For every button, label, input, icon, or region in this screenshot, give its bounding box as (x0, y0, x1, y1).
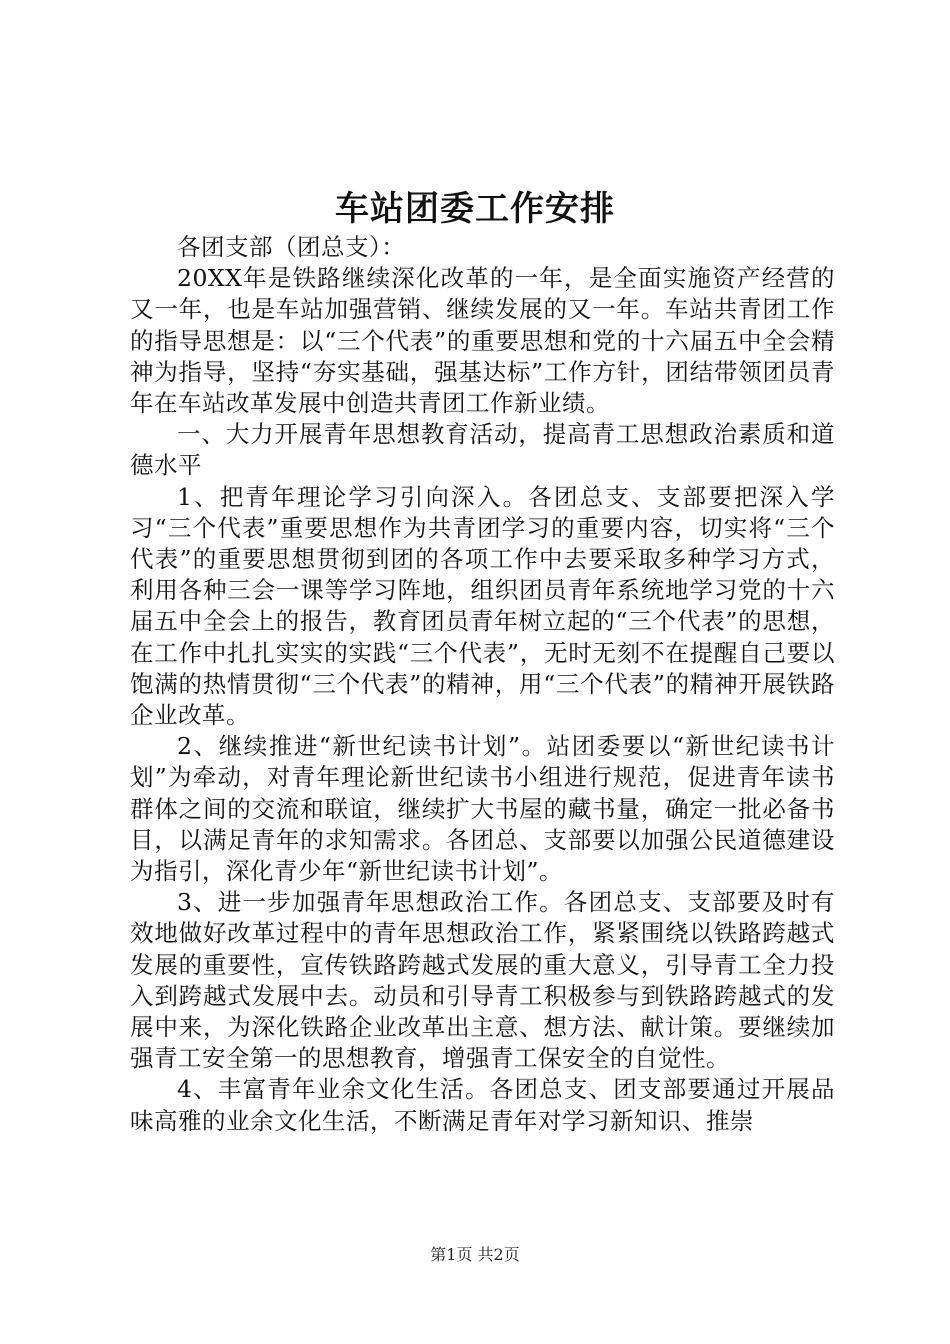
salutation: 各团支部（团总支）： (177, 233, 406, 261)
page-footer: 第1页 共2页 (430, 1245, 520, 1264)
paragraph-intro: 20XX年是铁路继续深化改革的一年，是全面实施资产经营的又一年，也是车站加强营销、继续发展的又一年。车站共青团工作的指导思想是：以“三个代表”的重要思想和党的十六届五中全会精神为指导，坚持“夯实基础，强基达标”工作方针，团结带领团员青年在车站改革发展中创造共青团工作新业绩。 (130, 264, 835, 418)
paragraph-item-3: 3、进一步加强青年思想政治工作。各团总支、支部要及时有效地做好改革过程中的青年思想政治工作，紧紧围绕以铁路跨越式发展的重要性，宣传铁路跨越式发展的重大意义，引导青工全力投入到跨越式发展中去。动员和引导青工积极参与到铁路跨越式的发展中来，为深化铁路企业改革出主意、想方法、献计策。要继续加强青工安全第一的思想教育，增强青工保安全的自觉性。 (130, 888, 835, 1073)
document-title: 车站团委工作安排 (335, 189, 615, 229)
paragraph-item-4: 4、丰富青年业余文化生活。各团总支、团支部要通过开展品味高雅的业余文化生活，不断满足青年对学习新知识、推崇 (130, 1075, 835, 1135)
section-heading-1: 一、大力开展青年思想教育活动，提高青工思想政治素质和道德水平 (130, 420, 835, 480)
document-body (130, 232, 835, 1137)
paragraph-item-2: 2、继续推进“新世纪读书计划”。站团委要以“新世纪读书计划”为牵动，对青年理论新世纪读书小组进行规范，促进青年读书群体之间的交流和联谊，继续扩大书屋的藏书量，确定一批必备书目，以满足青年的求知需求。各团总、支部要以加强公民道德建设为指引，深化青少年“新世纪读书计划”。 (130, 732, 835, 886)
paragraph-item-1: 1、把青年理论学习引向深入。各团总支、支部要把深入学习“三个代表”重要思想作为共青团学习的重要内容，切实将“三个代表”的重要思想贯彻到团的各项工作中去要采取多种学习方式，利用各种三会一课等学习阵地，组织团员青年系统地学习党的十六届五中全会上的报告，教育团员青年树立起的“三个代表”的思想，在工作中扎扎实实的实践“三个代表”，无时无刻不在提醒自己要以饱满的热情贯彻“三个代表”的精神，用“三个代表”的精神开展铁路企业改革。 (130, 482, 835, 730)
